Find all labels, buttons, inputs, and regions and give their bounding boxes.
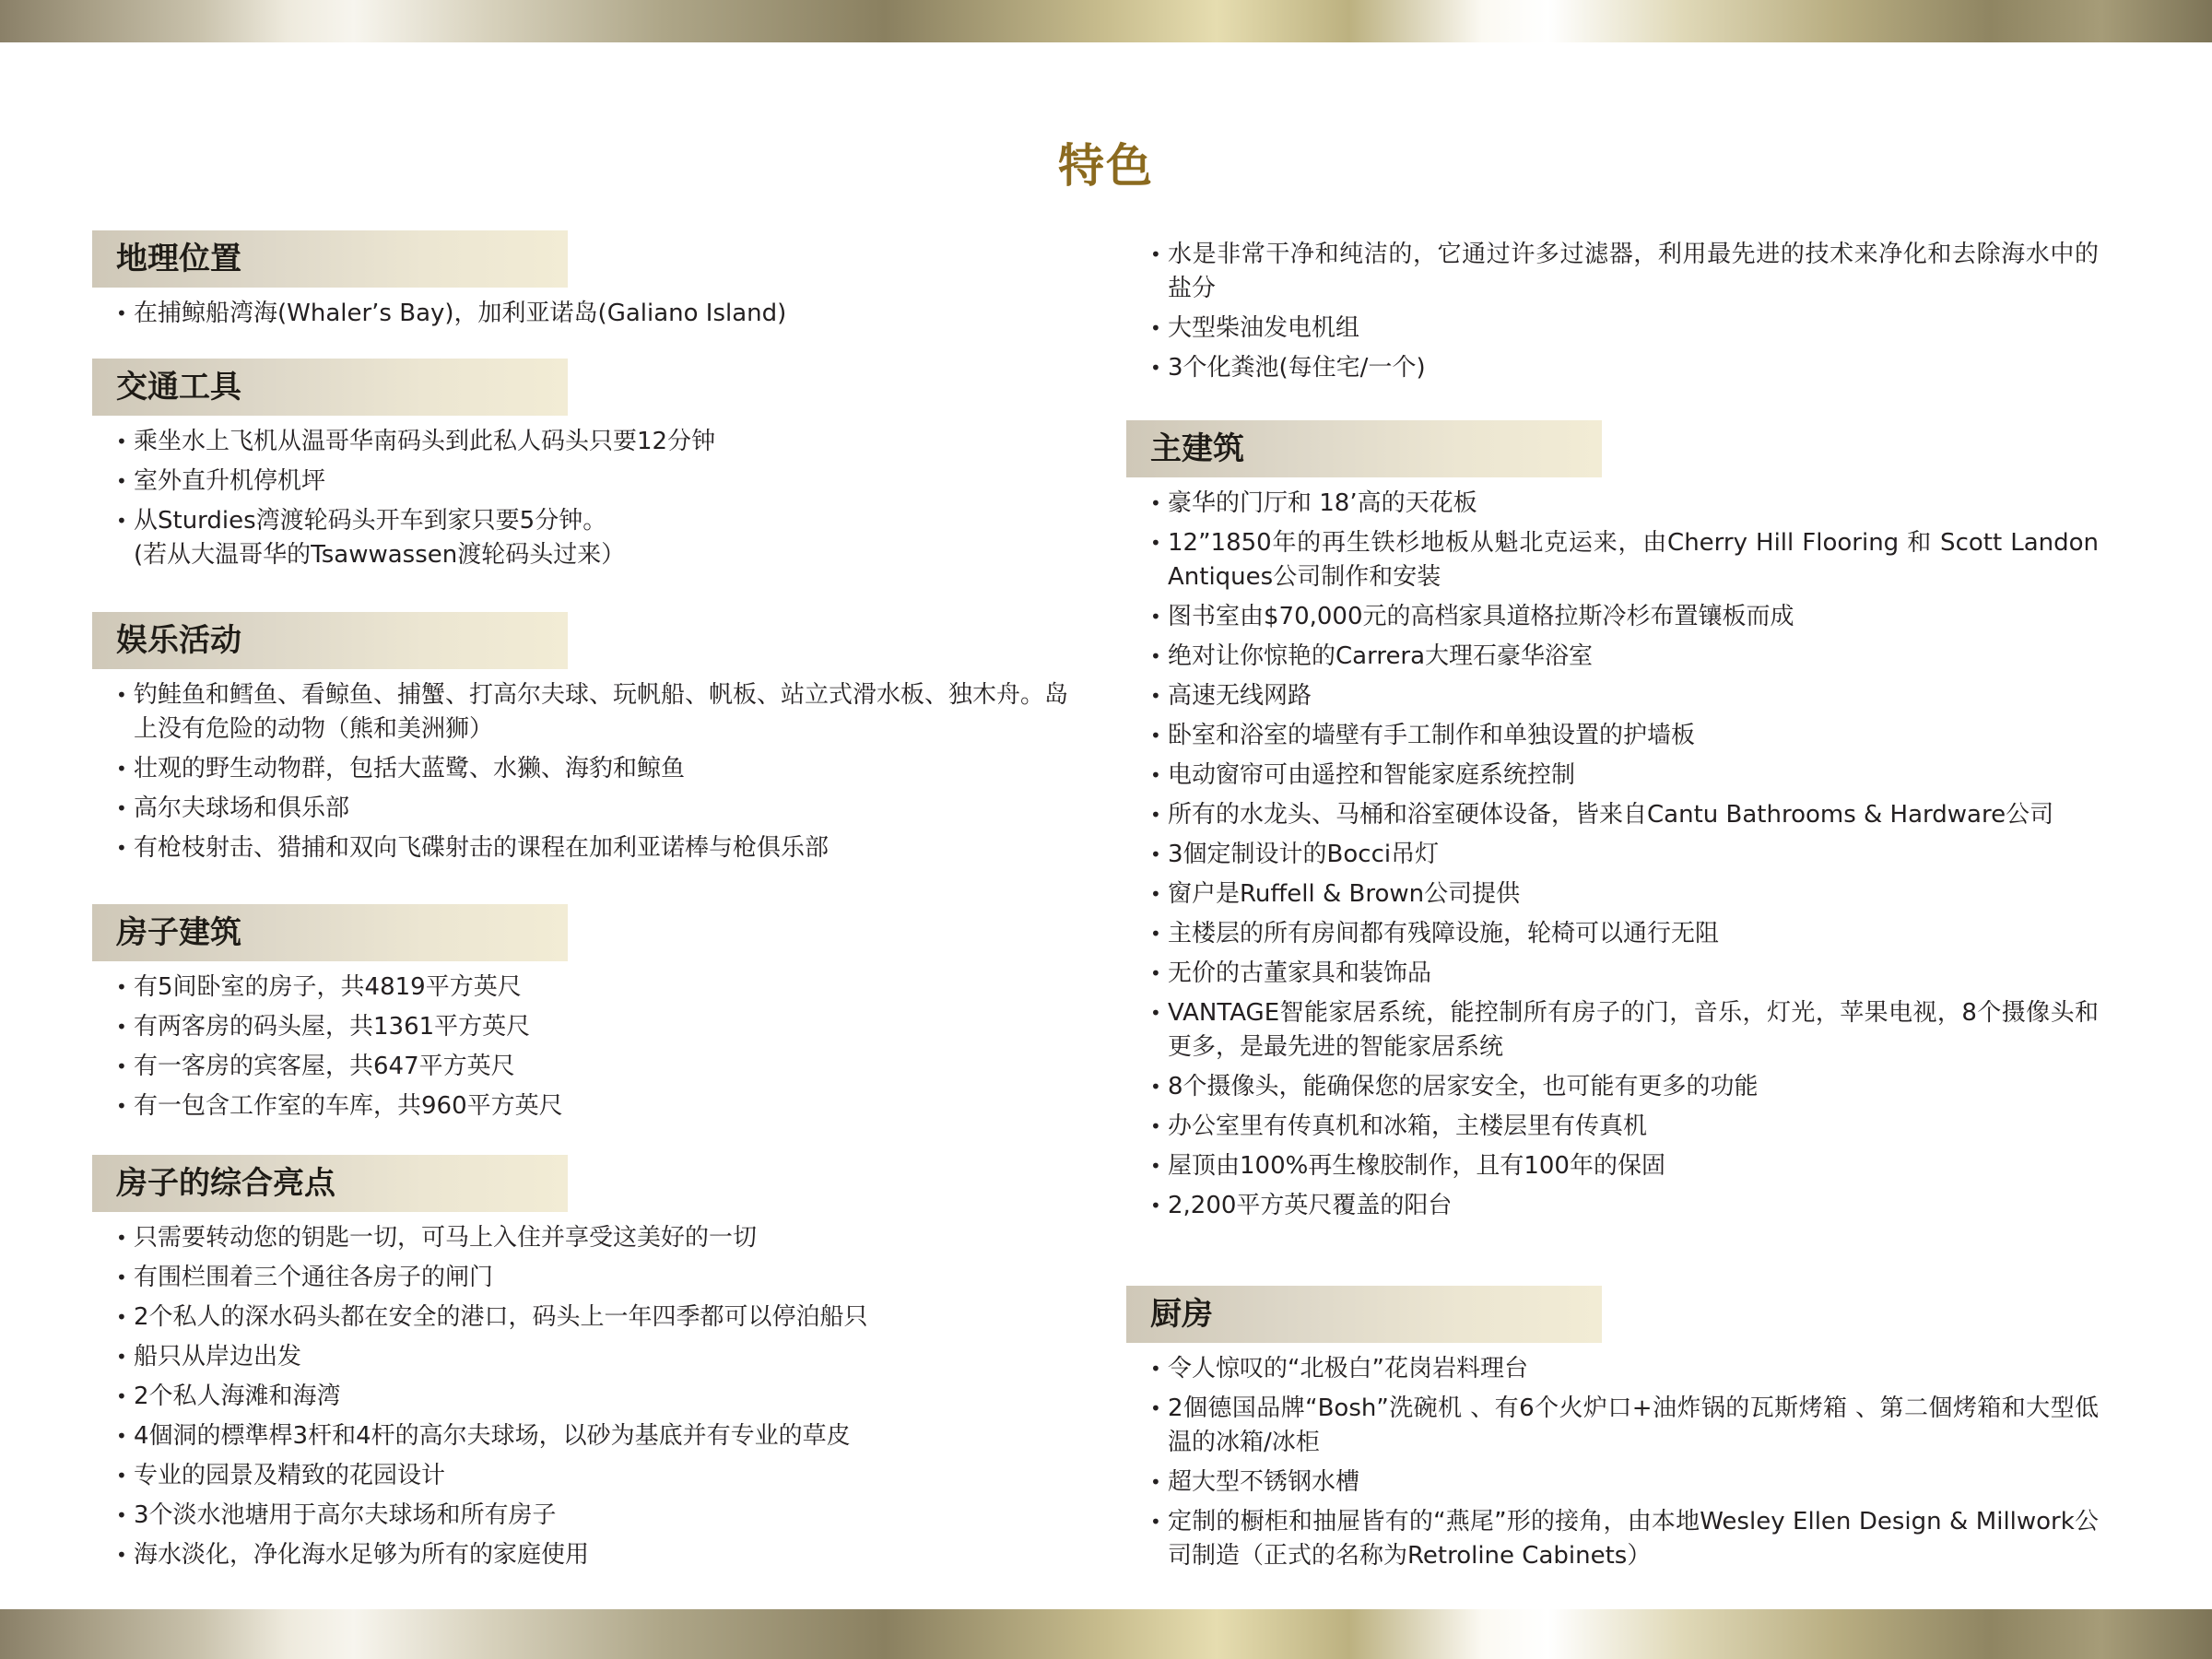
list-item: • 有两客房的码头屋，共1361平方英尺 xyxy=(116,1010,1069,1044)
list-item: • 水是非常干净和纯洁的，它通过许多过滤器，利用最先进的技术来净化和去除海水中的盐分 xyxy=(1150,238,2099,306)
section-kitchen xyxy=(1126,1286,2099,1579)
item-list xyxy=(1126,238,2099,385)
list-item: • 3个化粪池(每住宅/一个) xyxy=(1150,351,2099,385)
list-item: • 海水淡化，净化海水足够为所有的家庭使用 xyxy=(116,1538,1069,1572)
list-item: • 豪华的门厅和 18’高的天花板 xyxy=(1150,487,2099,521)
list-item: • 无价的古董家具和装饰品 xyxy=(1150,957,2099,991)
list-item: • 有5间卧室的房子，共4819平方英尺 xyxy=(116,971,1069,1005)
section-location xyxy=(92,230,1069,336)
list-item: • 办公室里有传真机和冰箱，主楼层里有传真机 xyxy=(1150,1110,2099,1144)
list-item: • 2个私人海滩和海湾 xyxy=(116,1380,1069,1414)
section-heading: 地理位置 xyxy=(92,230,568,288)
list-item: • 超大型不锈钢水槽 xyxy=(1150,1465,2099,1500)
list-item: • 12”1850年的再生铁杉地板从魁北克运来，由Cherry Hill Flooring 和 Scott Landon Antiques公司制作和安装 xyxy=(1150,526,2099,594)
list-item: • 8个摄像头，能确保您的居家安全，也可能有更多的功能 xyxy=(1150,1070,2099,1104)
section-heading: 主建筑 xyxy=(1126,420,1602,477)
section-recreation xyxy=(92,612,1069,871)
section-heading: 房子建筑 xyxy=(92,904,568,961)
item-list xyxy=(92,297,1069,331)
section-heading: 厨房 xyxy=(1126,1286,1602,1343)
list-item: • 有一包含工作室的车库，共960平方英尺 xyxy=(116,1089,1069,1124)
list-item: • 所有的水龙头、马桶和浴室硬体设备，皆来自Cantu Bathrooms & Hardware公司 xyxy=(1150,798,2099,832)
bottom-decorative-bar xyxy=(0,1609,2212,1659)
list-item: • 3個定制设计的Bocci吊灯 xyxy=(1150,838,2099,872)
section-heading: 房子的综合亮点 xyxy=(92,1155,568,1212)
list-item: • 窗户是Ruffell & Brown公司提供 xyxy=(1150,877,2099,912)
list-item: • 壮观的野生动物群，包括大蓝鹭、水獭、海豹和鲸鱼 xyxy=(116,752,1069,786)
list-item: • 钓鲑鱼和鳕鱼、看鲸鱼、捕蟹、打高尔夫球、玩帆船、帆板、站立式滑水板、独木舟。岛上没有危险的动物（熊和美洲狮） xyxy=(116,678,1069,747)
top-decorative-bar xyxy=(0,0,2212,42)
list-item: • 3个淡水池塘用于高尔夫球场和所有房子 xyxy=(116,1499,1069,1533)
list-item: • 大型柴油发电机组 xyxy=(1150,312,2099,346)
list-item: • 室外直升机停机坪 xyxy=(116,465,1069,499)
item-list xyxy=(92,971,1069,1124)
item-list xyxy=(92,425,1069,538)
list-item: • 卧室和浴室的墙壁有手工制作和单独设置的护墙板 xyxy=(1150,719,2099,753)
list-item: • 在捕鲸船湾海(Whaler’s Bay)，加利亚诺岛(Galiano Island) xyxy=(116,297,1069,331)
section-continued xyxy=(1126,238,2099,391)
section-highlights xyxy=(92,1155,1069,1578)
item-list xyxy=(1126,487,2099,1223)
list-item: • 2,200平方英尺覆盖的阳台 xyxy=(1150,1189,2099,1223)
list-item: • 电动窗帘可由遥控和智能家庭系统控制 xyxy=(1150,759,2099,793)
transport-note: (若从大温哥华的Tsawwassen渡轮码头过来） xyxy=(134,541,626,569)
section-main-building xyxy=(1126,420,2099,1229)
list-item: • 主楼层的所有房间都有残障设施，轮椅可以通行无阻 xyxy=(1150,917,2099,951)
list-item: • 专业的园景及精致的花园设计 xyxy=(116,1459,1069,1493)
list-item: • 令人惊叹的“北极白”花岗岩料理台 xyxy=(1150,1352,2099,1386)
list-item: • 有枪枝射击、猎捕和双向飞碟射击的课程在加利亚诺棒与枪俱乐部 xyxy=(116,831,1069,865)
section-heading: 交通工具 xyxy=(92,359,568,416)
list-item: • 屋顶由100%再生橡胶制作，且有100年的保固 xyxy=(1150,1149,2099,1183)
item-list xyxy=(92,678,1069,865)
list-item: • 2个私人的深水码头都在安全的港口，码头上一年四季都可以停泊船只 xyxy=(116,1300,1069,1335)
list-item: • 只需要转动您的钥匙一切，可马上入住并享受这美好的一切 xyxy=(116,1221,1069,1255)
list-item: • VANTAGE智能家居系统，能控制所有房子的门，音乐，灯光，苹果电视，8个摄像头和更多，是最先进的智能家居系统 xyxy=(1150,996,2099,1065)
page-title: 特色 xyxy=(1058,138,1154,193)
section-transport xyxy=(92,359,1069,572)
section-buildings xyxy=(92,904,1069,1129)
list-item: • 有一客房的宾客屋，共647平方英尺 xyxy=(116,1050,1069,1084)
list-item: • 高速无线网路 xyxy=(1150,679,2099,713)
list-item: • 定制的橱柜和抽屉皆有的“燕尾”形的接角，由本地Wesley Ellen Design & Millwork公司制造（正式的名称为Retroline Cabinets） xyxy=(1150,1505,2099,1573)
list-item: • 从Sturdies湾渡轮码头开车到家只要5分钟。 xyxy=(116,504,1069,538)
list-item: • 乘坐水上飞机从温哥华南码头到此私人码头只要12分钟 xyxy=(116,425,1069,459)
list-item: • 2個德国品牌“Bosh”洗碗机 、有6个火炉口+油炸锅的瓦斯烤箱 、第二個烤箱和大型低温的冰箱/冰柜 xyxy=(1150,1392,2099,1460)
list-item: • 图书室由$70,000元的高档家具道格拉斯冷杉布置镶板而成 xyxy=(1150,600,2099,634)
item-list xyxy=(92,1221,1069,1572)
list-item: • 有围栏围着三个通往各房子的闸门 xyxy=(116,1261,1069,1295)
item-list xyxy=(1126,1352,2099,1573)
list-item: • 船只从岸边出发 xyxy=(116,1340,1069,1374)
list-item: • 高尔夫球场和俱乐部 xyxy=(116,792,1069,826)
section-heading: 娱乐活动 xyxy=(92,612,568,669)
list-item: • 4個洞的標準桿3杆和4杆的高尔夫球场，以砂为基底并有专业的草皮 xyxy=(116,1419,1069,1453)
list-item: • 绝对让你惊艳的Carrera大理石豪华浴室 xyxy=(1150,640,2099,674)
